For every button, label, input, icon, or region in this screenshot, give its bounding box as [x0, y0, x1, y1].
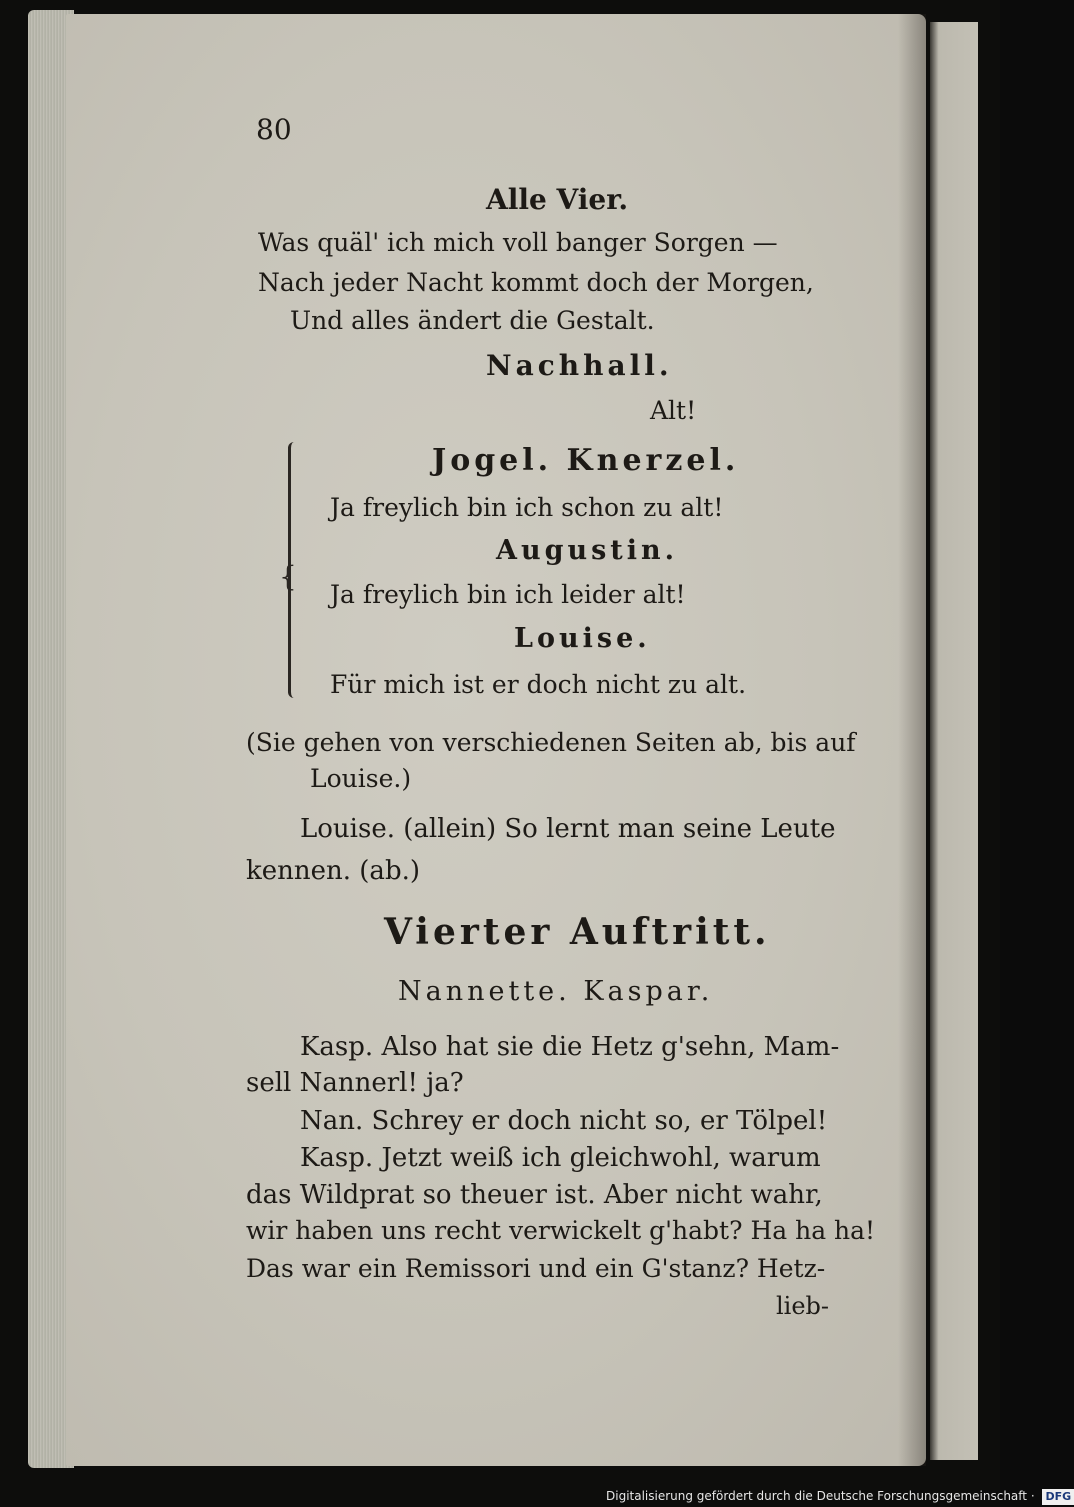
verse-line: Ja freylich bin ich schon zu alt! [330, 493, 724, 522]
dfg-logo-icon: DFG [1042, 1489, 1074, 1505]
dialogue-line: wir haben uns recht verwickelt g'habt? Ha ha ha! [246, 1216, 876, 1245]
speaker-heading: Jogel. Knerzel. [432, 443, 740, 478]
gutter-shadow [898, 14, 926, 1466]
dialogue-line: das Wildprat so theuer ist. Aber nicht wahr, [246, 1180, 823, 1210]
scene-title: Vierter Auftritt. [384, 911, 771, 953]
dialogue-line: Kasp. Also hat sie die Hetz g'sehn, Mam- [300, 1032, 840, 1062]
digitization-credit [606, 1486, 1074, 1506]
speaker-heading: Nachhall. [486, 349, 673, 382]
stage-direction: (Sie gehen von verschiedenen Seiten ab, bis auf [246, 728, 856, 757]
speaker-heading: Louise. [514, 623, 651, 654]
verse-line: Nach jeder Nacht kommt doch der Morgen, [258, 268, 814, 297]
dialogue-line: Das war ein Remissori und ein G'stanz? Hetz- [246, 1254, 826, 1283]
catchword: lieb- [776, 1292, 830, 1320]
dialogue-line: kennen. (ab.) [246, 856, 420, 886]
facing-page-edge [930, 22, 978, 1460]
dialogue-line: Nan. Schrey er doch nicht so, er Tölpel! [300, 1106, 828, 1136]
brace-mid-mark: { [279, 560, 297, 593]
speaker-heading: Augustin. [496, 535, 679, 566]
speaker-heading: Alle Vier. [486, 183, 629, 216]
dialogue-line: Louise. (allein) So lernt man seine Leute [300, 814, 836, 844]
stage-direction: Louise.) [310, 764, 412, 793]
verse-line: Und alles ändert die Gestalt. [290, 306, 655, 335]
dialogue-line: sell Nannerl! ja? [246, 1068, 464, 1098]
scene-characters: Nannette. Kaspar. [398, 976, 714, 1007]
echo-line: Alt! [650, 396, 697, 425]
verse-line: Was quäl' ich mich voll banger Sorgen — [258, 228, 778, 257]
credit-text: Digitalisierung gefördert durch die Deutsche Forschungsgemeinschaft · [606, 1489, 1035, 1503]
verse-line: Ja freylich bin ich leider alt! [330, 580, 686, 609]
verse-line: Für mich ist er doch nicht zu alt. [330, 670, 747, 699]
page-number: 80 [256, 113, 292, 146]
dialogue-line: Kasp. Jetzt weiß ich gleichwohl, warum [300, 1143, 821, 1173]
